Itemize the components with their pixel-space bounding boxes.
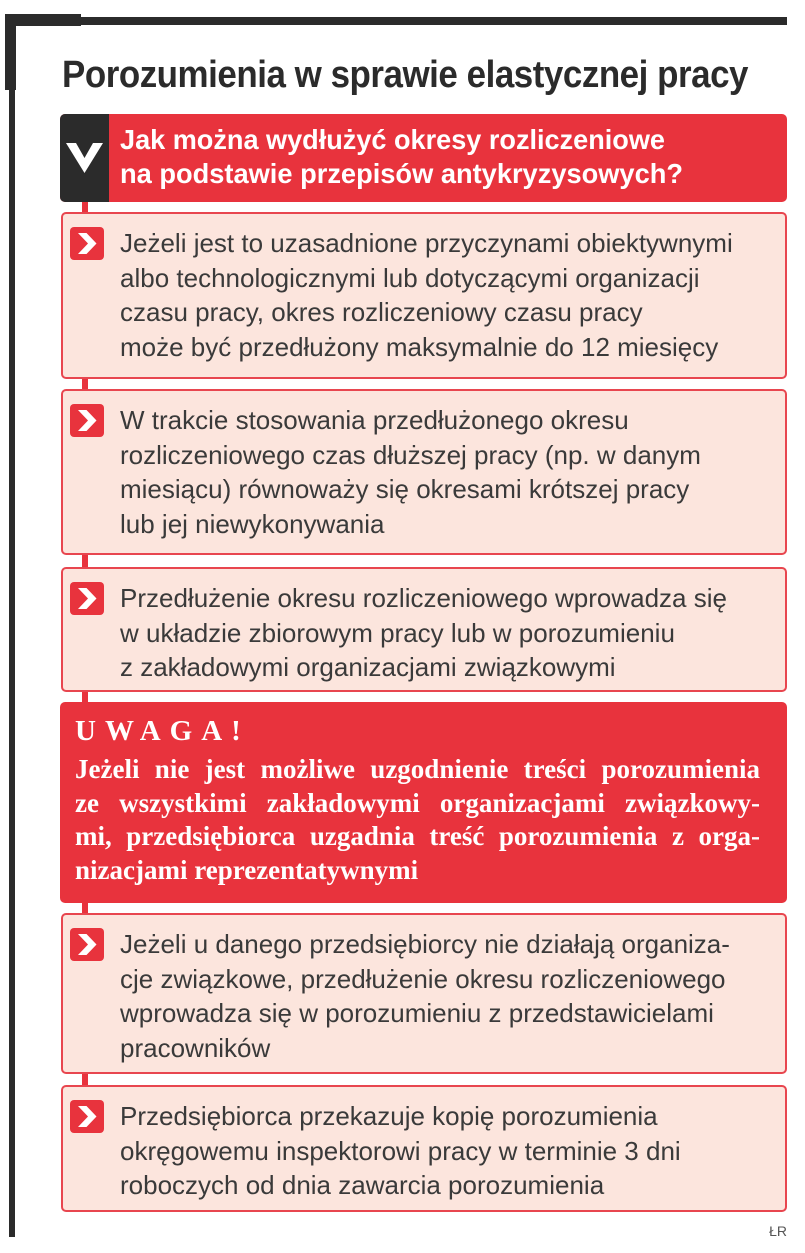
warning-line <box>75 820 760 854</box>
text-line-content: Jeżeli jest to uzasadnione przyczynami obiektywnymi <box>120 228 733 258</box>
warning-line-content: nizacjami reprezentatywnymi <box>75 854 419 885</box>
text-line <box>120 472 782 507</box>
warning-heading: UWAGA! <box>75 715 250 747</box>
text-line-content: w układzie zbiorowym pracy lub w porozumieniu <box>120 617 675 648</box>
warning-line <box>75 787 760 821</box>
text-line-content: Przedłużenie okresu rozliczeniowego wprowadza się <box>120 583 727 613</box>
text-line-content: czasu pracy, okres rozliczeniowy czasu pracy <box>120 297 643 327</box>
text-line-content: Jeżeli u danego przedsiębiorcy nie działają organiza- <box>120 929 730 959</box>
chevron-down-icon <box>60 114 109 202</box>
text-line-content: z zakładowymi organizacjami związkowymi <box>120 652 616 682</box>
text-line-content: W trakcie stosowania przedłużonego okresu <box>120 405 629 435</box>
text-line <box>120 438 782 473</box>
question-line <box>120 157 699 191</box>
warning-line-content: mi, przedsiębiorca uzgadnia treść porozumienia z orga- <box>75 821 760 851</box>
question-line-text: na podstawie przepisów antykryzysowych? <box>120 158 683 189</box>
page-title <box>62 53 805 97</box>
question-line-text: Jak można wydłużyć okresy rozliczeniowe <box>120 124 665 155</box>
chevron-right-icon <box>70 404 104 437</box>
info-text <box>120 927 782 1065</box>
text-line <box>120 1168 782 1203</box>
text-line <box>120 1134 782 1169</box>
text-line-content: roboczych od dnia zawarcia porozumienia <box>120 1170 605 1200</box>
text-line-content: Przedsiębiorca przekazuje kopię porozumienia <box>120 1101 658 1131</box>
header-icon-column <box>60 114 109 202</box>
text-line-content: pracowników <box>120 1032 271 1063</box>
warning-text <box>75 753 760 887</box>
info-text <box>120 226 782 364</box>
text-line <box>120 403 782 438</box>
warning-box <box>60 702 787 903</box>
chevron-right-icon <box>70 582 104 615</box>
page-title-text: Porozumienia w sprawie elastycznej pracy <box>62 54 748 96</box>
text-line <box>120 616 782 651</box>
chevron-right-icon <box>70 1100 104 1133</box>
question-line <box>120 123 699 157</box>
frame-corner-top <box>5 14 81 26</box>
warning-line-content: Jeżeli nie jest możliwe uzgodnienie treści porozumienia <box>75 754 760 784</box>
frame-corner-left <box>5 14 16 90</box>
text-line-content: cje związkowe, przedłużenie okresu rozliczeniowego <box>120 963 726 994</box>
info-box <box>61 567 787 692</box>
text-line <box>120 962 782 997</box>
text-line <box>120 581 782 616</box>
warning-line <box>75 753 760 787</box>
info-box <box>61 212 787 379</box>
info-text <box>120 1099 782 1203</box>
text-line-content: może być przedłużony maksymalnie do 12 miesięcy <box>120 331 719 362</box>
frame-top-rule <box>80 17 787 25</box>
text-line-content: miesiącu) równoważy się okresami krótszej pracy <box>120 474 690 504</box>
text-line <box>120 295 782 330</box>
text-line <box>120 1031 782 1066</box>
info-box <box>61 1085 787 1212</box>
text-line <box>120 261 782 296</box>
warning-line-content: ze wszystkimi zakładowymi organizacjami związkowy- <box>75 787 760 818</box>
info-text <box>120 581 782 685</box>
chevron-right-icon <box>70 928 104 961</box>
text-line <box>120 226 782 261</box>
info-box <box>61 389 787 555</box>
text-line-content: albo technologicznymi lub dotyczącymi organizacji <box>120 262 700 293</box>
question-text <box>120 123 699 191</box>
text-line <box>120 507 782 542</box>
text-line <box>120 996 782 1031</box>
info-text <box>120 403 782 541</box>
text-line <box>120 1099 782 1134</box>
text-line-content: rozliczeniowego czas dłuższej pracy (np. w danym <box>120 439 701 470</box>
text-line-content: lub jej niewykonywania <box>120 508 385 539</box>
author-credit: ŁR <box>769 1223 787 1239</box>
text-line-content: okręgowemu inspektorowi pracy w terminie 3 dni <box>120 1135 681 1166</box>
frame-left-rule <box>9 86 15 1237</box>
info-box <box>61 913 787 1074</box>
text-line <box>120 650 782 685</box>
text-line <box>120 330 782 365</box>
text-line-content: wprowadza się w porozumieniu z przedstawicielami <box>120 998 714 1028</box>
question-header <box>60 114 787 202</box>
warning-line <box>75 854 760 888</box>
chevron-right-icon <box>70 227 104 260</box>
text-line <box>120 927 782 962</box>
